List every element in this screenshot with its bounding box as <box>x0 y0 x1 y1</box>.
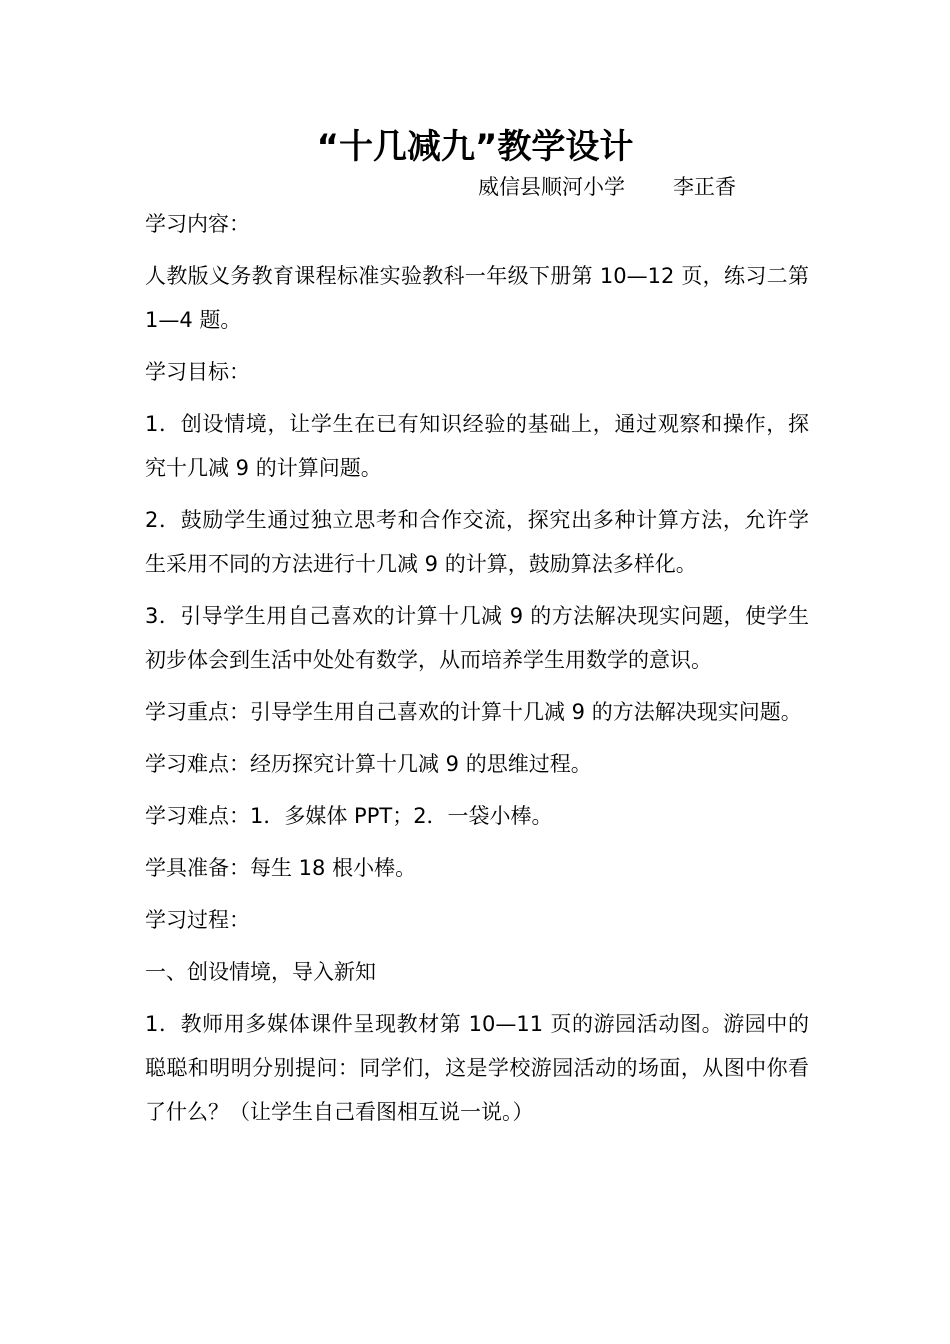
document-body <box>145 202 809 1142</box>
paragraph-learning-content: 人教版义务教育课程标准实验教科一年级下册第 10—12 页，练习二第 1—4 题。 <box>145 264 809 332</box>
document-title: “十几减九”教学设计 <box>316 127 634 167</box>
paragraph-difficulty-materials: 学习难点：1．多媒体 PPT；2．一袋小棒。 <box>145 804 553 828</box>
paragraph-student-materials: 学具准备：每生 18 根小棒。 <box>145 856 417 880</box>
author-line <box>478 172 736 202</box>
paragraph-process-heading: 学习过程： <box>145 908 250 932</box>
paragraph-goal-2: 2．鼓励学生通过独立思考和合作交流，探究出多种计算方法，允许学生采用不同的方法进行十几减 9 的计算，鼓励算法多样化。 <box>145 508 809 576</box>
paragraph-difficulty: 学习难点：经历探究计算十几减 9 的思维过程。 <box>145 752 592 776</box>
paragraph-goal-3: 3．引导学生用自己喜欢的计算十几减 9 的方法解决现实问题，使学生初步体会到生活中处处有数学，从而培养学生用数学的意识。 <box>145 604 809 672</box>
paragraph-learning-goals-heading: 学习目标： <box>145 360 250 384</box>
paragraph-step-1: 1．教师用多媒体课件呈现教材第 10—11 页的游园活动图。游园中的聪聪和明明分别提问：同学们，这是学校游园活动的场面，从图中你看了什么？（让学生自己看图相互说一说。） <box>145 1012 809 1124</box>
author-name: 李正香 <box>673 175 736 199</box>
paragraph-goal-1: 1．创设情境，让学生在已有知识经验的基础上，通过观察和操作，探究十几减 9 的计算问题。 <box>145 412 809 480</box>
paragraph-learning-content-heading: 学习内容： <box>145 212 250 236</box>
school-name: 威信县顺河小学 <box>478 175 625 199</box>
paragraph-key-point: 学习重点：引导学生用自己喜欢的计算十几减 9 的方法解决现实问题。 <box>145 700 802 724</box>
paragraph-section-1-heading: 一、创设情境，导入新知 <box>145 960 376 984</box>
